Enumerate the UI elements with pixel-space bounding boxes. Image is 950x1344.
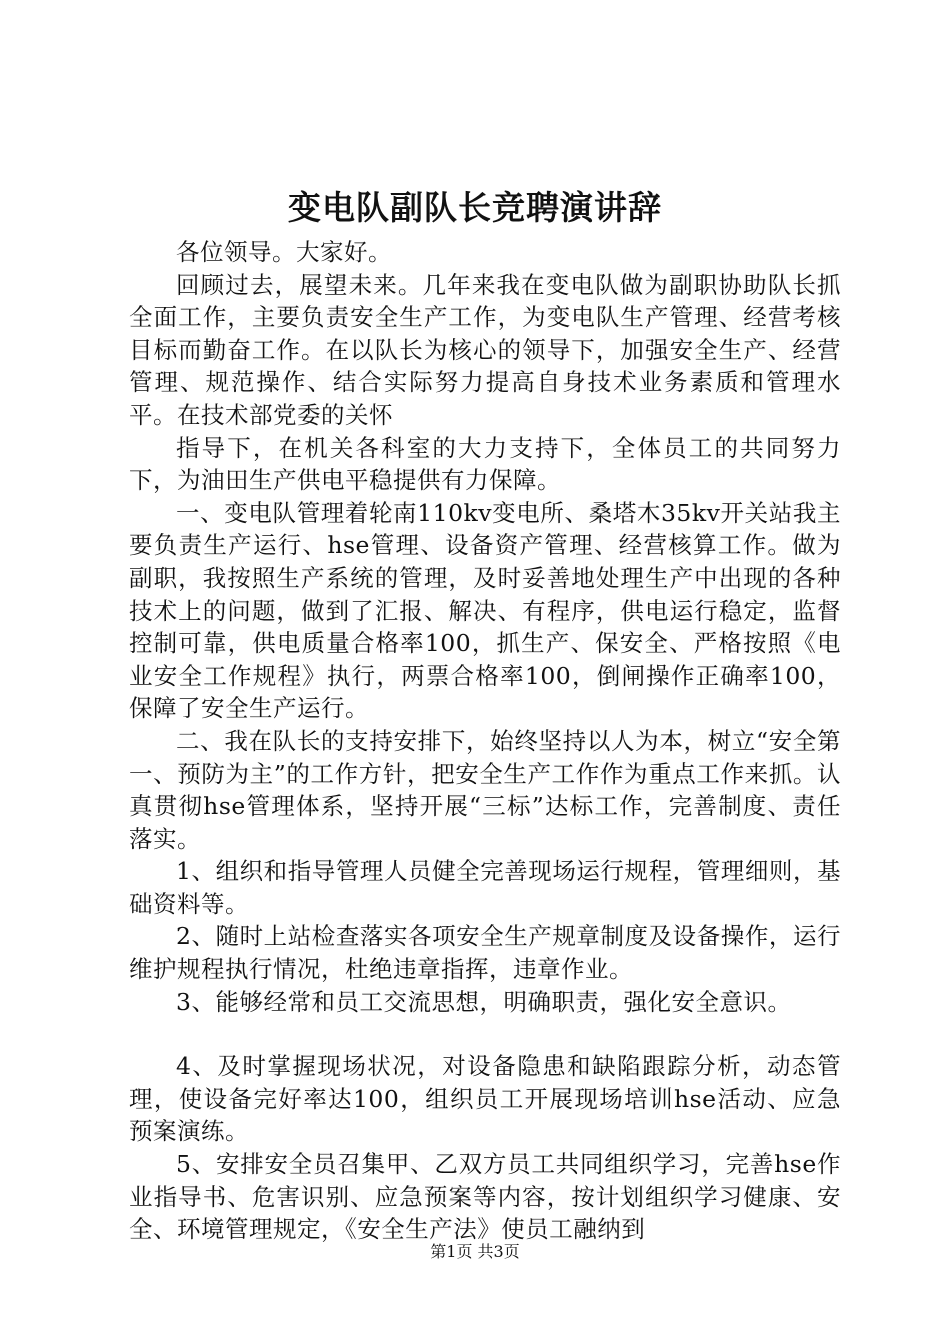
paragraph-section-1: 一、变电队管理着轮南110kv变电所、桑塔木35kv开关站我主要负责生产运行、hse管理、设备资产管理、经营核算工作。做为副职，我按照生产系统的管理，及时妥善地处理生产中出现的各种技术上的问题，做到了汇报、解决、有程序，供电运行稳定，监督控制可靠，供电质量合格率100，抓生产、保安全、严格按照《电业安全工作规程》执行，两票合格率100，倒闸操作正确率100，保障了安全生产运行。	[129, 498, 841, 723]
page-number-footer: 第1页 共3页	[430, 1242, 520, 1261]
paragraph-item-2: 2、随时上站检查落实各项安全生产规章制度及设备操作，运行维护规程执行情况，杜绝违章指挥，违章作业。	[129, 922, 841, 984]
paragraph-guidance: 指导下，在机关各科室的大力支持下，全体员工的共同努力下，为油田生产供电平稳提供有力保障。	[129, 433, 841, 495]
paragraph-item-1: 1、组织和指导管理人员健全完善现场运行规程，管理细则，基础资料等。	[129, 857, 841, 918]
document-title: 变电队副队长竞聘演讲辞	[288, 188, 662, 227]
paragraph-greeting: 各位领导。大家好。	[176, 238, 392, 266]
paragraph-item-4: 4、及时掌握现场状况，对设备隐患和缺陷跟踪分析，动态管理，使设备完好率达100，组织员工开展现场培训hse活动、应急预案演练。	[129, 1052, 841, 1146]
paragraph-review: 回顾过去，展望未来。几年来我在变电队做为副职协助队长抓全面工作，主要负责安全生产工作，为变电队生产管理、经营考核目标而勤奋工作。在以队长为核心的领导下，加强安全生产、经营管理、规范操作、结合实际努力提高自身技术业务素质和管理水平。在技术部党委的关怀	[129, 270, 841, 429]
document-body	[129, 236, 841, 1246]
paragraph-item-5: 5、安排安全员召集甲、乙双方员工共同组织学习，完善hse作业指导书、危害识别、应急预案等内容，按计划组织学习健康、安全、环境管理规定，《安全生产法》使员工融纳到	[129, 1150, 841, 1244]
paragraph-section-2: 二、我在队长的支持安排下，始终坚持以人为本，树立“安全第一、预防为主”的工作方针，把安全生产工作作为重点工作来抓。认真贯彻hse管理体系，坚持开展“三标”达标工作，完善制度、责任落实。	[129, 726, 841, 853]
paragraph-item-3: 3、能够经常和员工交流思想，明确职责，强化安全意识。	[176, 987, 792, 1016]
